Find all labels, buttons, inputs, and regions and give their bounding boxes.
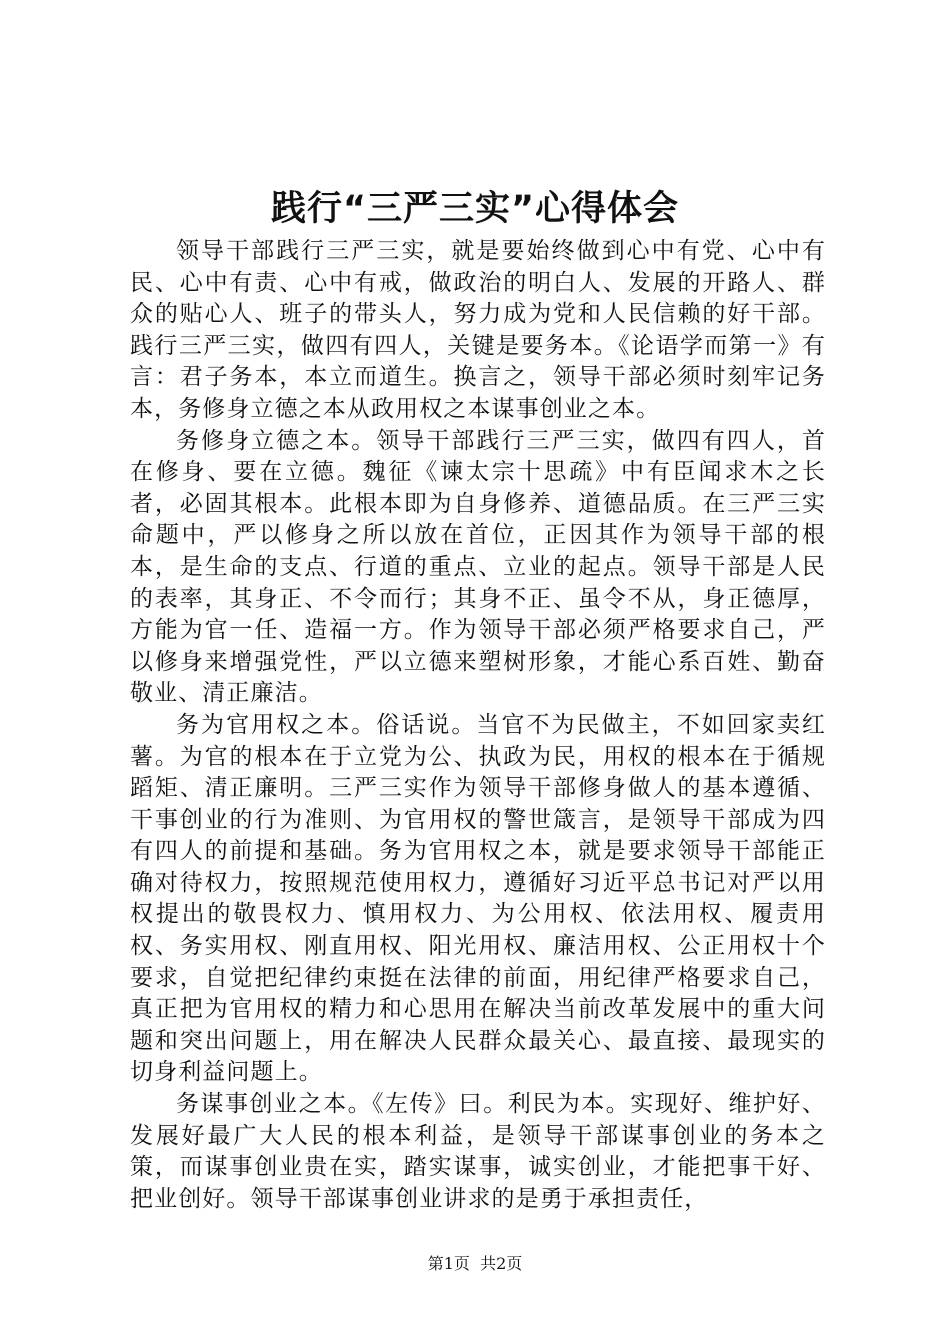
page-number-total: 共2页: [480, 1254, 523, 1273]
page-footer: [0, 1253, 950, 1275]
paragraph-2: 务修身立德之本。领导干部践行三严三实，做四有四人，首在修身、要在立德。魏征《谏太宗十思疏》中有臣闻求木之长者，必固其根本。此根本即为自身修养、道德品质。在三严三实命题中，严以修身之所以放在首位，正因其作为领导干部的根本，是生命的支点、行道的重点、立业的起点。领导干部是人民的表率，其身正、不令而行；其身不正、虽令不从，身正德厚，方能为官一任、造福一方。作为领导干部必须严格要求自己，严以修身来增强党性，严以立德来塑树形象，才能心系百姓、勤奋敬业、清正廉洁。: [130, 427, 826, 707]
document-title: 践行“三严三实”心得体会: [270, 189, 679, 229]
paragraph-3: 务为官用权之本。俗话说。当官不为民做主，不如回家卖红薯。为官的根本在于立党为公、执政为民，用权的根本在于循规蹈矩、清正廉明。三严三实作为领导干部修身做人的基本遵循、干事创业的行为准则、为官用权的警世箴言，是领导干部成为四有四人的前提和基础。务为官用权之本，就是要求领导干部能正确对待权力，按照规范使用权力，遵循好习近平总书记对严以用权提出的敬畏权力、慎用权力、为公用权、依法用权、履责用权、务实用权、刚直用权、阳光用权、廉洁用权、公正用权十个要求，自觉把纪律约束挺在法律的前面，用纪律严格要求自己，真正把为官用权的精力和心思用在解决当前改革发展中的重大问题和突出问题上，用在解决人民群众最关心、最直接、最现实的切身利益问题上。: [130, 711, 826, 1086]
page-number-current: 第1页: [427, 1254, 470, 1273]
document-body: [130, 236, 826, 1215]
paragraph-4: 务谋事创业之本。《左传》曰。利民为本。实现好、维护好、发展好最广大人民的根本利益，是领导干部谋事创业的务本之策，而谋事创业贵在实，踏实谋事，诚实创业，才能把事干好、把业创好。领导干部谋事创业讲求的是勇于承担责任，: [130, 1091, 826, 1212]
paragraph-1: 领导干部践行三严三实，就是要始终做到心中有党、心中有民、心中有责、心中有戒，做政治的明白人、发展的开路人、群众的贴心人、班子的带头人，努力成为党和人民信赖的好干部。践行三严三实，做四有四人，关键是要务本。《论语学而第一》有言：君子务本，本立而道生。换言之，领导干部必须时刻牢记务本，务修身立德之本从政用权之本谋事创业之本。: [130, 238, 826, 422]
